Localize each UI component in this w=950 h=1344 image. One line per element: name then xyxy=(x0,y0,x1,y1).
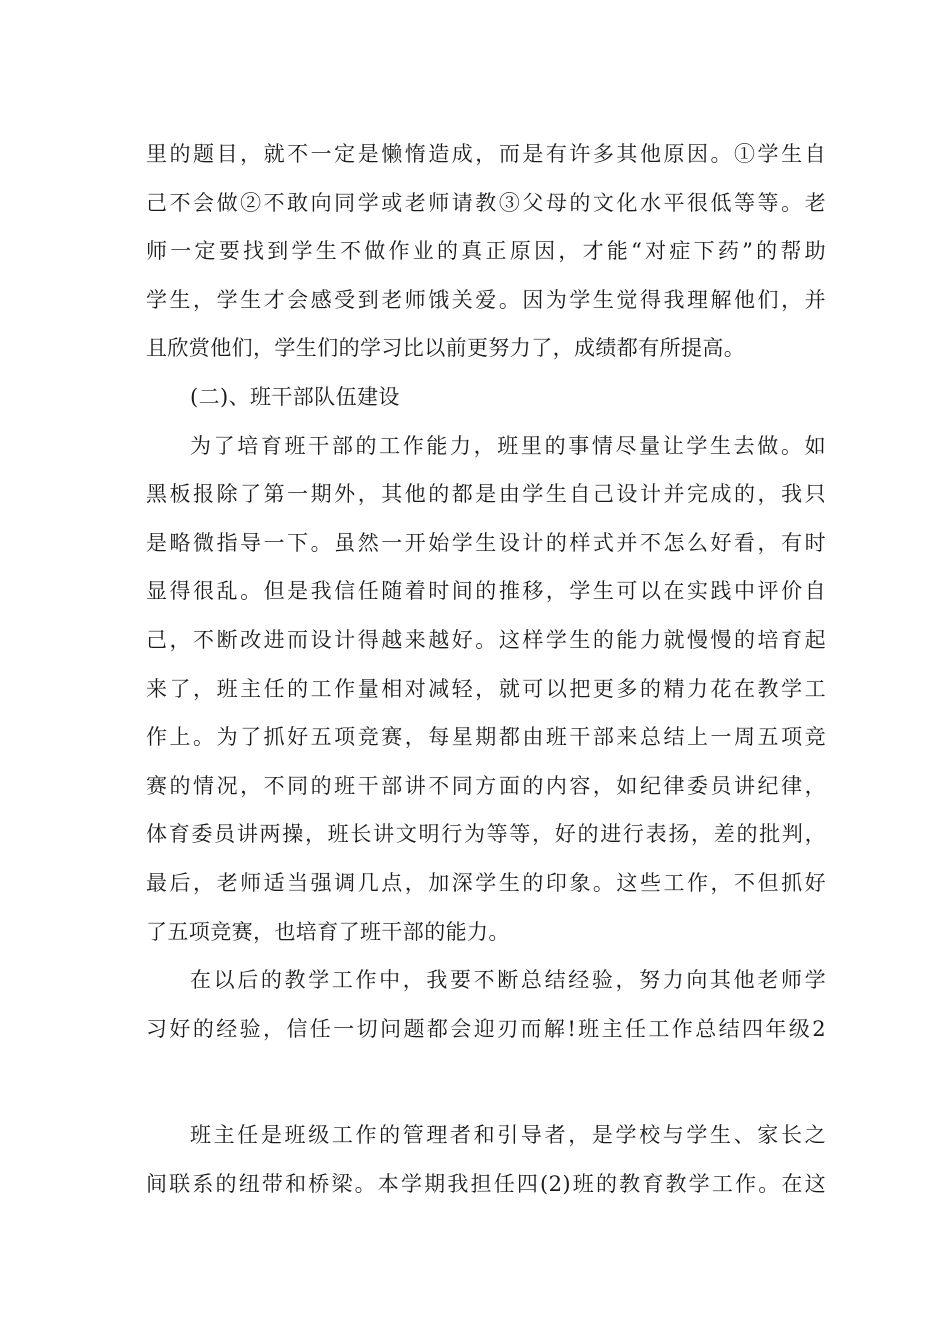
text-line-5: 且欣赏他们，学生们的学习比以前更努力了，成绩都有所提高。 xyxy=(146,336,746,361)
text-line-4: 学生，学生才会感受到老师饿关爱。因为学生觉得我理解他们，并 xyxy=(146,287,826,312)
text-line-17: 了五项竞赛，也培育了班干部的能力。 xyxy=(146,919,510,944)
text-line-20: 班主任是班级工作的管理者和引导者，是学校与学生、家长之 xyxy=(190,1123,826,1148)
text-line-8: 黑板报除了第一期外，其他的都是由学生自己设计并完成的，我只 xyxy=(146,482,826,507)
text-line-11: 己，不断改进而设计得越来越好。这样学生的能力就慢慢的培育起 xyxy=(146,627,826,652)
text-line-3: 师一定要找到学生不做作业的真正原因，才能“对症下药”的帮助 xyxy=(146,239,826,264)
text-line-19: 习好的经验，信任一切问题都会迎刃而解!班主任工作总结四年级2 xyxy=(146,1016,826,1041)
text-line-12: 来了，班主任的工作量相对减轻，就可以把更多的精力花在教学工 xyxy=(146,676,826,701)
text-line-14: 赛的情况，不同的班干部讲不同方面的内容，如纪律委员讲纪律， xyxy=(146,773,826,798)
text-line-10: 显得很乱。但是我信任随着时间的推移，学生可以在实践中评价自 xyxy=(146,579,826,604)
text-line-7: 为了培育班干部的工作能力，班里的事情尽量让学生去做。如 xyxy=(190,433,826,458)
text-line-16: 最后，老师适当强调几点，加深学生的印象。这些工作，不但抓好 xyxy=(146,870,826,895)
section-heading: (二)、班干部队伍建设 xyxy=(190,384,400,409)
text-line-18: 在以后的教学工作中，我要不断总结经验，努力向其他老师学 xyxy=(190,968,826,993)
text-line-2: 己不会做②不敢向同学或老师请教③父母的文化水平很低等等。老 xyxy=(146,190,826,215)
text-line-1: 里的题目，就不一定是懒惰造成，而是有许多其他原因。①学生自 xyxy=(146,142,826,166)
paragraph-gap xyxy=(146,1053,826,1111)
text-line-13: 作上。为了抓好五项竞赛，每星期都由班干部来总结上一周五项竞 xyxy=(146,725,826,750)
text-line-21: 间联系的纽带和桥梁。本学期我担任四(2)班的教育教学工作。在这 xyxy=(146,1171,826,1196)
text-line-9: 是略微指导一下。虽然一开始学生设计的样式并不怎么好看，有时 xyxy=(146,530,826,555)
text-line-15: 体育委员讲两操，班长讲文明行为等等，好的进行表扬，差的批判， xyxy=(146,822,826,847)
document-body xyxy=(146,130,826,1208)
